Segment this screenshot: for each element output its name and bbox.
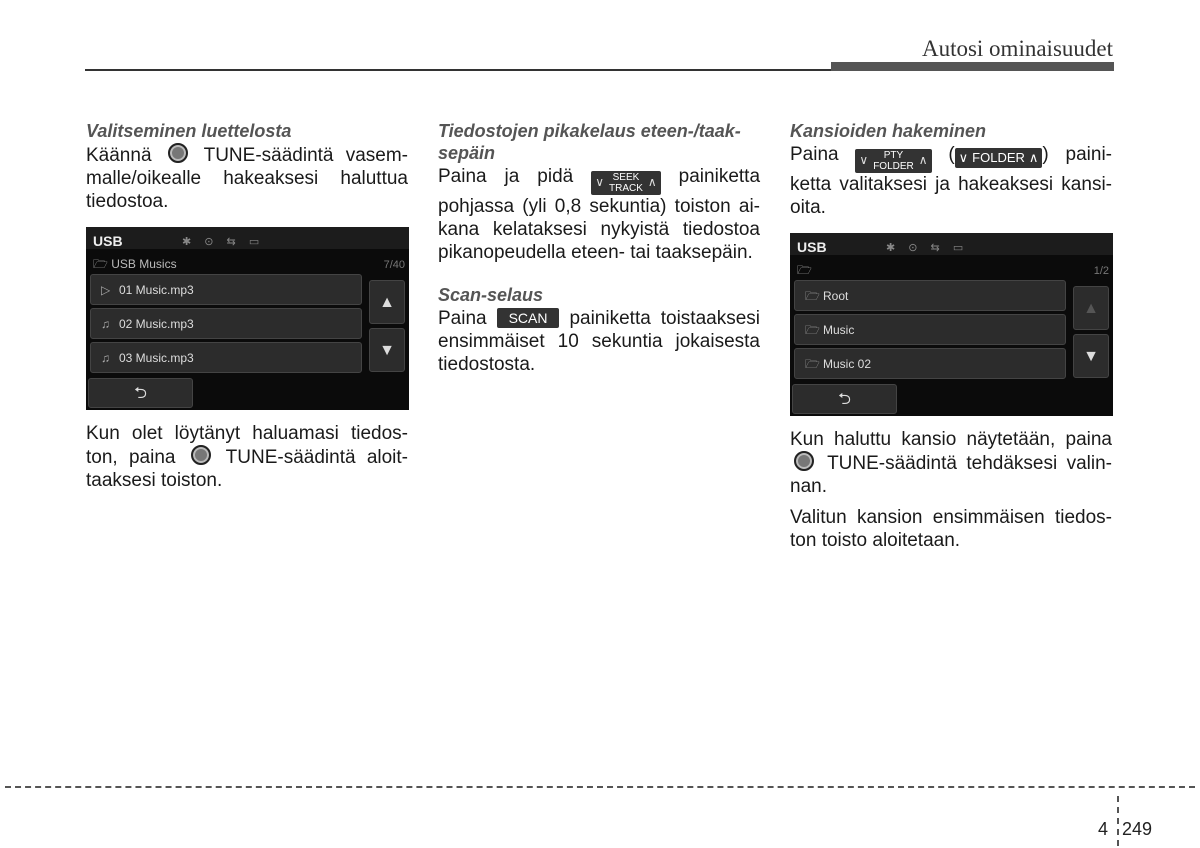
section-heading: Scan-selaus (438, 284, 544, 305)
tune-knob-icon (191, 445, 211, 465)
header-title: Autosi ominaisuudet (921, 36, 1113, 61)
section-heading: Valitseminen luettelosta (86, 121, 292, 141)
paragraph (438, 307, 760, 376)
list-item[interactable]: ▷ 01 Music.mp3 (90, 274, 362, 305)
folder-icon: 🗁 (797, 262, 812, 277)
usb-screen-list (86, 227, 409, 410)
folder-count: 1/2 (1093, 264, 1109, 277)
tune-knob-icon (794, 451, 814, 471)
music-note-icon: ♫ (101, 317, 110, 331)
section-heading: Kansioiden hakeminen (790, 121, 987, 141)
folder-icon: 🗁 (93, 257, 112, 271)
paragraph (790, 143, 1112, 219)
paragraph (438, 165, 760, 264)
paragraph (86, 422, 408, 492)
list-item[interactable]: ♫ 03 Music.mp3 (90, 342, 362, 373)
chevron-up-icon: ∧ (1028, 150, 1039, 165)
list-item[interactable]: 🗁 Music 02 (794, 348, 1066, 379)
text: Paina (438, 307, 487, 329)
folder-icon: 🗁 (805, 356, 820, 371)
text: TUNE-säädintä vasem-malle/oikealle hakeaksesi haluttua tiedostoa. (86, 145, 408, 212)
usb-screen-folders (790, 233, 1113, 416)
play-icon: ▷ (101, 283, 111, 297)
footer-divider (1117, 796, 1119, 846)
button-label: SEEK TRACK (609, 171, 643, 194)
scroll-up-button[interactable]: ▲ (369, 280, 405, 324)
folder-button-icon: ∨ FOLDER ∧ (955, 148, 1043, 168)
text: TUNE-säädintä aloit-taaksesi toiston. (86, 447, 409, 491)
header-bar (831, 62, 1114, 71)
list-item[interactable]: 🗁 Music (794, 314, 1066, 345)
scroll-down-button[interactable]: ▼ (1073, 334, 1109, 378)
track-count: 7/40 (383, 259, 405, 271)
screen-title: USB (797, 238, 827, 255)
footer-rule (5, 786, 1195, 788)
header-rule (85, 69, 831, 71)
scan-button-icon: SCAN (497, 308, 560, 328)
scroll-up-button[interactable]: ▲ (1073, 286, 1109, 330)
chevron-down-icon: ∨ (595, 175, 604, 189)
text: Paina (790, 144, 839, 165)
button-label: PTY FOLDER (873, 149, 914, 172)
paragraph (790, 428, 1112, 498)
status-icons: ✱ ⊙ ⇆ ▭ (886, 241, 969, 254)
text: TUNE-säädintä tehdäksesi valin-nan. (790, 452, 1112, 497)
text: Käännä (86, 145, 152, 166)
chevron-down-icon: ∨ (859, 153, 869, 167)
folder-icon: 🗁 (805, 322, 820, 337)
scroll-down-button[interactable]: ▼ (369, 328, 405, 372)
page-number: 249 (1122, 819, 1153, 839)
seek-track-button-icon (591, 171, 661, 195)
column-select-from-list (86, 120, 408, 492)
text: Paina ja pidä (438, 166, 574, 187)
text: painiketta pohjassa (yli 0,8 sekuntia) toiston ai-kana kelataksesi nykyistä tiedostoa pikanopeudella eteen- tai taaksepäin. (438, 166, 761, 263)
chapter-number: 4 (1098, 819, 1109, 839)
pty-folder-button-icon (855, 149, 931, 173)
section-heading: Tiedostojen pikakelaus eteen-/taak-sepäin (438, 121, 741, 163)
screen-title: USB (93, 233, 123, 249)
list-item[interactable]: ♫ 02 Music.mp3 (90, 308, 362, 339)
column-fast-forward (438, 120, 760, 376)
chevron-up-icon: ∧ (647, 175, 657, 189)
chevron-down-icon: ∨ (958, 150, 969, 165)
status-icons: ✱ ⊙ ⇆ ▭ (182, 236, 265, 248)
text: painiketta toistaaksesi ensimmäiset 10 sekuntia jokaisesta tiedostosta. (438, 307, 761, 375)
chevron-up-icon: ∧ (918, 153, 928, 167)
paragraph (86, 143, 408, 213)
folder-name: 🗁 USB Musics (93, 257, 177, 271)
paragraph: Valitun kansion ensimmäisen tiedos-ton toisto aloitetaan. (790, 506, 1112, 551)
text: ) paini-ketta valitaksesi ja hakeaksesi kansi-oita. (790, 144, 1112, 218)
text: Kun haluttu kansio näytetään, paina (790, 428, 1112, 450)
back-button[interactable]: ⮌ (88, 378, 193, 408)
tune-knob-icon (168, 143, 188, 163)
folder-icon: 🗁 (805, 288, 820, 303)
music-note-icon: ♫ (101, 351, 110, 365)
back-button[interactable]: ⮌ (792, 384, 897, 414)
text: Kun olet löytänyt haluamasi tiedos-ton, paina (86, 423, 408, 468)
list-item[interactable]: 🗁 Root (794, 280, 1066, 311)
column-folder-search (790, 120, 1112, 552)
text: ( (948, 144, 955, 165)
